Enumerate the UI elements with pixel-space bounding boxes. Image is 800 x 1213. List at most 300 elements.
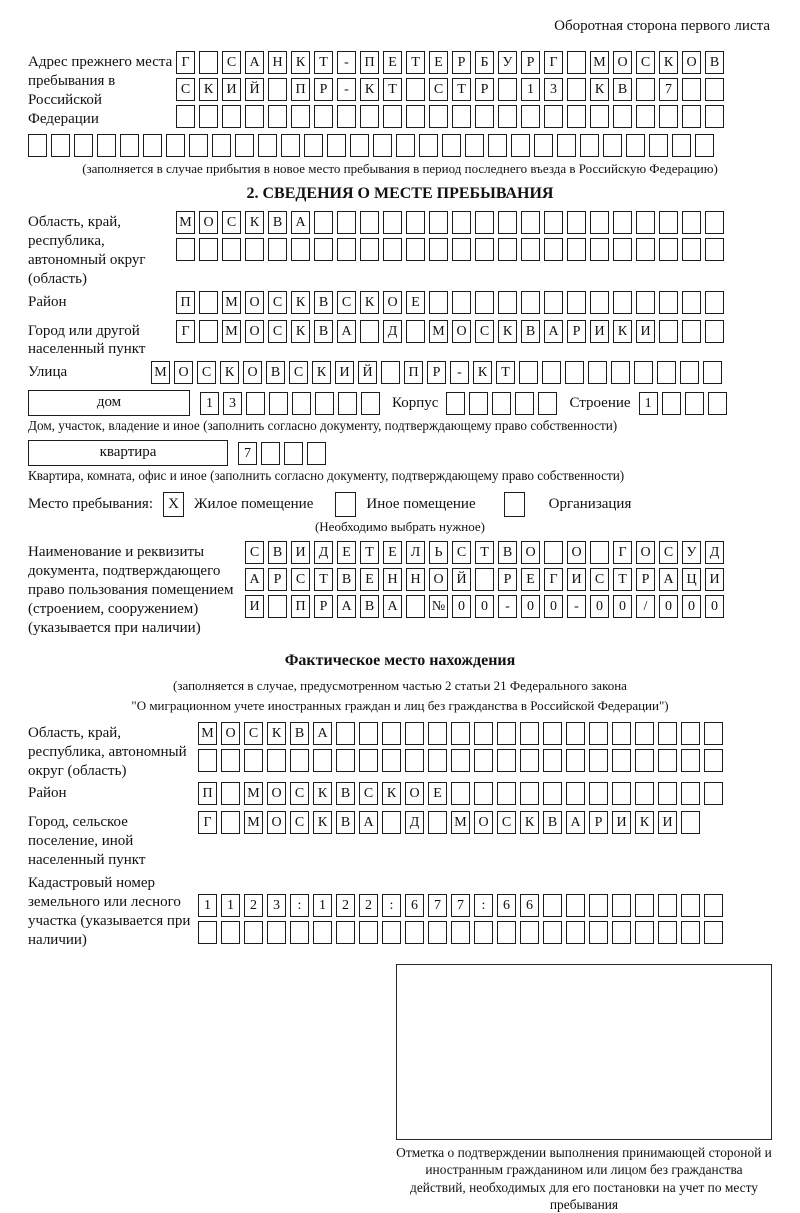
char-cell[interactable]	[590, 211, 609, 234]
char-cell[interactable]: Д	[705, 541, 724, 564]
char-cell[interactable]	[497, 749, 516, 772]
char-cell[interactable]	[28, 134, 47, 157]
char-cell[interactable]: У	[682, 541, 701, 564]
char-cell[interactable]	[429, 105, 448, 128]
char-cell[interactable]: :	[474, 894, 493, 917]
char-cell[interactable]	[235, 134, 254, 157]
char-cell[interactable]: И	[590, 320, 609, 343]
char-cell[interactable]: 0	[705, 595, 724, 618]
char-cell[interactable]	[176, 238, 195, 261]
char-cell[interactable]	[406, 105, 425, 128]
char-cell[interactable]	[566, 749, 585, 772]
char-cell[interactable]	[705, 291, 724, 314]
char-cell[interactable]	[221, 749, 240, 772]
char-cell[interactable]	[520, 921, 539, 944]
char-cell[interactable]: №	[429, 595, 448, 618]
char-cell[interactable]	[451, 749, 470, 772]
char-cell[interactable]	[244, 921, 263, 944]
char-cell[interactable]: Г	[198, 811, 217, 834]
char-cell[interactable]: 2	[244, 894, 263, 917]
char-cell[interactable]	[588, 361, 607, 384]
char-cell[interactable]: Д	[405, 811, 424, 834]
char-cell[interactable]: 3	[544, 78, 563, 101]
char-cell[interactable]	[292, 392, 311, 415]
char-cell[interactable]	[267, 749, 286, 772]
char-cell[interactable]	[198, 921, 217, 944]
char-cell[interactable]	[382, 749, 401, 772]
char-cell[interactable]	[612, 722, 631, 745]
char-cell[interactable]: П	[291, 595, 310, 618]
char-cell[interactable]	[635, 722, 654, 745]
char-cell[interactable]: Д	[314, 541, 333, 564]
char-cell[interactable]: 0	[475, 595, 494, 618]
char-cell[interactable]	[315, 392, 334, 415]
char-cell[interactable]	[120, 134, 139, 157]
char-cell[interactable]: Е	[429, 51, 448, 74]
char-cell[interactable]: Н	[406, 568, 425, 591]
char-cell[interactable]: С	[222, 211, 241, 234]
char-cell[interactable]	[680, 361, 699, 384]
char-cell[interactable]: 0	[659, 595, 678, 618]
char-cell[interactable]	[268, 238, 287, 261]
char-cell[interactable]: /	[636, 595, 655, 618]
char-cell[interactable]: А	[544, 320, 563, 343]
char-cell[interactable]	[704, 749, 723, 772]
char-cell[interactable]	[497, 722, 516, 745]
char-cell[interactable]: Т	[613, 568, 632, 591]
char-cell[interactable]	[635, 749, 654, 772]
char-cell[interactable]: С	[291, 568, 310, 591]
char-cell[interactable]	[636, 78, 655, 101]
char-cell[interactable]: П	[291, 78, 310, 101]
char-cell[interactable]: В	[268, 541, 287, 564]
char-cell[interactable]	[636, 238, 655, 261]
char-cell[interactable]: М	[244, 811, 263, 834]
char-cell[interactable]	[474, 782, 493, 805]
char-cell[interactable]: С	[429, 78, 448, 101]
char-cell[interactable]	[708, 392, 727, 415]
char-cell[interactable]	[373, 134, 392, 157]
char-cell[interactable]: И	[705, 568, 724, 591]
char-cell[interactable]: И	[335, 361, 354, 384]
char-cell[interactable]	[221, 921, 240, 944]
char-cell[interactable]: Й	[245, 78, 264, 101]
char-cell[interactable]: Й	[358, 361, 377, 384]
char-cell[interactable]: С	[290, 811, 309, 834]
char-cell[interactable]	[635, 782, 654, 805]
char-cell[interactable]: Р	[427, 361, 446, 384]
char-cell[interactable]: 1	[639, 392, 658, 415]
char-cell[interactable]	[567, 211, 586, 234]
char-cell[interactable]	[337, 238, 356, 261]
char-cell[interactable]	[681, 722, 700, 745]
char-cell[interactable]	[383, 105, 402, 128]
char-cell[interactable]	[682, 105, 701, 128]
char-cell[interactable]	[269, 392, 288, 415]
char-cell[interactable]	[360, 320, 379, 343]
char-cell[interactable]	[543, 782, 562, 805]
char-cell[interactable]: В	[498, 541, 517, 564]
char-cell[interactable]	[497, 782, 516, 805]
char-cell[interactable]	[658, 782, 677, 805]
char-cell[interactable]: О	[199, 211, 218, 234]
char-cell[interactable]	[143, 134, 162, 157]
char-cell[interactable]: В	[543, 811, 562, 834]
char-cell[interactable]	[381, 361, 400, 384]
char-cell[interactable]	[406, 78, 425, 101]
char-cell[interactable]	[304, 134, 323, 157]
char-cell[interactable]	[284, 442, 303, 465]
char-cell[interactable]	[659, 238, 678, 261]
char-cell[interactable]: О	[243, 361, 262, 384]
char-cell[interactable]: К	[199, 78, 218, 101]
char-cell[interactable]	[566, 782, 585, 805]
char-cell[interactable]: О	[429, 568, 448, 591]
char-cell[interactable]	[520, 749, 539, 772]
char-cell[interactable]: -	[337, 78, 356, 101]
char-cell[interactable]	[705, 211, 724, 234]
char-cell[interactable]: А	[359, 811, 378, 834]
char-cell[interactable]: С	[452, 541, 471, 564]
char-cell[interactable]	[405, 722, 424, 745]
char-cell[interactable]: П	[176, 291, 195, 314]
char-cell[interactable]: В	[336, 811, 355, 834]
char-cell[interactable]: 0	[521, 595, 540, 618]
char-cell[interactable]	[636, 105, 655, 128]
char-cell[interactable]	[406, 595, 425, 618]
char-cell[interactable]: С	[268, 320, 287, 343]
char-cell[interactable]	[534, 134, 553, 157]
char-cell[interactable]	[245, 238, 264, 261]
char-cell[interactable]	[212, 134, 231, 157]
char-cell[interactable]: И	[567, 568, 586, 591]
char-cell[interactable]	[442, 134, 461, 157]
char-cell[interactable]: А	[383, 595, 402, 618]
char-cell[interactable]: :	[290, 894, 309, 917]
char-cell[interactable]	[703, 361, 722, 384]
char-cell[interactable]: О	[221, 722, 240, 745]
char-cell[interactable]	[314, 238, 333, 261]
char-cell[interactable]	[520, 722, 539, 745]
char-cell[interactable]	[613, 238, 632, 261]
char-cell[interactable]	[314, 211, 333, 234]
char-cell[interactable]	[51, 134, 70, 157]
char-cell[interactable]	[428, 811, 447, 834]
char-cell[interactable]	[405, 921, 424, 944]
char-cell[interactable]	[475, 105, 494, 128]
char-cell[interactable]: Г	[613, 541, 632, 564]
char-cell[interactable]	[313, 749, 332, 772]
char-cell[interactable]: К	[313, 811, 332, 834]
char-cell[interactable]	[261, 442, 280, 465]
checkbox-organization[interactable]	[504, 492, 525, 517]
char-cell[interactable]	[360, 211, 379, 234]
char-cell[interactable]	[658, 722, 677, 745]
char-cell[interactable]: Д	[383, 320, 402, 343]
char-cell[interactable]	[580, 134, 599, 157]
char-cell[interactable]: О	[636, 541, 655, 564]
char-cell[interactable]	[672, 134, 691, 157]
char-cell[interactable]	[498, 291, 517, 314]
char-cell[interactable]	[649, 134, 668, 157]
char-cell[interactable]	[360, 238, 379, 261]
char-cell[interactable]	[359, 921, 378, 944]
char-cell[interactable]	[635, 921, 654, 944]
char-cell[interactable]	[611, 361, 630, 384]
char-cell[interactable]	[659, 320, 678, 343]
char-cell[interactable]: Е	[383, 51, 402, 74]
char-cell[interactable]: К	[613, 320, 632, 343]
char-cell[interactable]	[681, 921, 700, 944]
char-cell[interactable]: Т	[452, 78, 471, 101]
char-cell[interactable]	[567, 105, 586, 128]
char-cell[interactable]	[268, 595, 287, 618]
char-cell[interactable]	[336, 722, 355, 745]
char-cell[interactable]	[519, 361, 538, 384]
char-cell[interactable]: К	[220, 361, 239, 384]
char-cell[interactable]	[589, 921, 608, 944]
char-cell[interactable]	[682, 238, 701, 261]
char-cell[interactable]	[520, 782, 539, 805]
char-cell[interactable]: А	[245, 51, 264, 74]
char-cell[interactable]	[705, 320, 724, 343]
char-cell[interactable]	[498, 238, 517, 261]
char-cell[interactable]: М	[222, 320, 241, 343]
char-cell[interactable]	[166, 134, 185, 157]
char-cell[interactable]: 7	[238, 442, 257, 465]
char-cell[interactable]: А	[566, 811, 585, 834]
char-cell[interactable]	[612, 782, 631, 805]
char-cell[interactable]: Л	[406, 541, 425, 564]
char-cell[interactable]: О	[682, 51, 701, 74]
char-cell[interactable]	[498, 211, 517, 234]
char-cell[interactable]	[566, 894, 585, 917]
char-cell[interactable]	[406, 238, 425, 261]
char-cell[interactable]	[267, 921, 286, 944]
char-cell[interactable]	[704, 921, 723, 944]
char-cell[interactable]: М	[244, 782, 263, 805]
char-cell[interactable]	[685, 392, 704, 415]
char-cell[interactable]	[199, 291, 218, 314]
char-cell[interactable]	[337, 211, 356, 234]
char-cell[interactable]: Е	[406, 291, 425, 314]
char-cell[interactable]	[336, 921, 355, 944]
char-cell[interactable]	[451, 782, 470, 805]
char-cell[interactable]: 1	[521, 78, 540, 101]
char-cell[interactable]	[382, 921, 401, 944]
char-cell[interactable]: 7	[659, 78, 678, 101]
char-cell[interactable]: О	[383, 291, 402, 314]
char-cell[interactable]	[544, 105, 563, 128]
char-cell[interactable]: А	[337, 595, 356, 618]
char-cell[interactable]: В	[314, 291, 333, 314]
char-cell[interactable]: М	[222, 291, 241, 314]
char-cell[interactable]: М	[429, 320, 448, 343]
char-cell[interactable]	[268, 105, 287, 128]
char-cell[interactable]	[590, 541, 609, 564]
char-cell[interactable]	[567, 291, 586, 314]
char-cell[interactable]	[221, 811, 240, 834]
char-cell[interactable]	[612, 894, 631, 917]
char-cell[interactable]: Р	[567, 320, 586, 343]
char-cell[interactable]	[613, 211, 632, 234]
char-cell[interactable]	[566, 722, 585, 745]
char-cell[interactable]	[268, 78, 287, 101]
char-cell[interactable]: К	[520, 811, 539, 834]
char-cell[interactable]: Т	[406, 51, 425, 74]
char-cell[interactable]	[428, 722, 447, 745]
char-cell[interactable]: И	[291, 541, 310, 564]
char-cell[interactable]	[474, 749, 493, 772]
char-cell[interactable]	[313, 921, 332, 944]
char-cell[interactable]: С	[222, 51, 241, 74]
char-cell[interactable]: 1	[198, 894, 217, 917]
char-cell[interactable]	[361, 392, 380, 415]
char-cell[interactable]	[567, 238, 586, 261]
char-cell[interactable]	[199, 51, 218, 74]
char-cell[interactable]: Т	[360, 541, 379, 564]
char-cell[interactable]	[245, 105, 264, 128]
char-cell[interactable]: О	[474, 811, 493, 834]
char-cell[interactable]: К	[245, 211, 264, 234]
char-cell[interactable]	[613, 105, 632, 128]
char-cell[interactable]	[469, 392, 488, 415]
char-cell[interactable]	[659, 291, 678, 314]
char-cell[interactable]: В	[705, 51, 724, 74]
char-cell[interactable]: Т	[475, 541, 494, 564]
char-cell[interactable]	[658, 921, 677, 944]
char-cell[interactable]: Г	[176, 320, 195, 343]
char-cell[interactable]	[498, 105, 517, 128]
char-cell[interactable]	[521, 238, 540, 261]
char-cell[interactable]	[419, 134, 438, 157]
char-cell[interactable]: Н	[383, 568, 402, 591]
char-cell[interactable]	[705, 105, 724, 128]
char-cell[interactable]: 6	[405, 894, 424, 917]
char-cell[interactable]	[658, 749, 677, 772]
char-cell[interactable]	[176, 105, 195, 128]
char-cell[interactable]: О	[245, 291, 264, 314]
char-cell[interactable]	[659, 211, 678, 234]
char-cell[interactable]: С	[337, 291, 356, 314]
char-cell[interactable]: М	[590, 51, 609, 74]
char-cell[interactable]: И	[612, 811, 631, 834]
char-cell[interactable]	[590, 238, 609, 261]
char-cell[interactable]	[657, 361, 676, 384]
char-cell[interactable]: О	[452, 320, 471, 343]
char-cell[interactable]	[475, 211, 494, 234]
char-cell[interactable]: И	[636, 320, 655, 343]
char-cell[interactable]: -	[450, 361, 469, 384]
char-cell[interactable]	[290, 921, 309, 944]
char-cell[interactable]: 3	[267, 894, 286, 917]
char-cell[interactable]	[74, 134, 93, 157]
char-cell[interactable]: Н	[268, 51, 287, 74]
char-cell[interactable]	[429, 211, 448, 234]
char-cell[interactable]	[659, 105, 678, 128]
char-cell[interactable]: О	[174, 361, 193, 384]
char-cell[interactable]	[359, 722, 378, 745]
char-cell[interactable]: К	[291, 320, 310, 343]
char-cell[interactable]: 1	[313, 894, 332, 917]
char-cell[interactable]: К	[590, 78, 609, 101]
char-cell[interactable]	[488, 134, 507, 157]
char-cell[interactable]: 2	[359, 894, 378, 917]
char-cell[interactable]: У	[498, 51, 517, 74]
char-cell[interactable]: К	[360, 78, 379, 101]
char-cell[interactable]	[290, 749, 309, 772]
char-cell[interactable]: 1	[200, 392, 219, 415]
char-cell[interactable]: С	[290, 782, 309, 805]
char-cell[interactable]	[222, 105, 241, 128]
char-cell[interactable]: С	[244, 722, 263, 745]
char-cell[interactable]	[475, 238, 494, 261]
char-cell[interactable]	[338, 392, 357, 415]
char-cell[interactable]	[291, 105, 310, 128]
char-cell[interactable]	[360, 105, 379, 128]
char-cell[interactable]	[543, 749, 562, 772]
char-cell[interactable]: О	[267, 782, 286, 805]
char-cell[interactable]: 6	[520, 894, 539, 917]
char-cell[interactable]	[382, 811, 401, 834]
char-cell[interactable]	[544, 541, 563, 564]
char-cell[interactable]: 7	[451, 894, 470, 917]
char-cell[interactable]	[515, 392, 534, 415]
char-cell[interactable]	[521, 211, 540, 234]
char-cell[interactable]	[521, 105, 540, 128]
char-cell[interactable]: 0	[544, 595, 563, 618]
char-cell[interactable]	[492, 392, 511, 415]
char-cell[interactable]: 6	[497, 894, 516, 917]
char-cell[interactable]: В	[521, 320, 540, 343]
char-cell[interactable]	[452, 238, 471, 261]
char-cell[interactable]: 1	[221, 894, 240, 917]
char-cell[interactable]: Т	[383, 78, 402, 101]
char-cell[interactable]: В	[336, 782, 355, 805]
char-cell[interactable]	[543, 722, 562, 745]
char-cell[interactable]: С	[359, 782, 378, 805]
char-cell[interactable]: О	[245, 320, 264, 343]
char-cell[interactable]: С	[197, 361, 216, 384]
char-cell[interactable]	[565, 361, 584, 384]
char-cell[interactable]: Т	[314, 568, 333, 591]
char-cell[interactable]: К	[267, 722, 286, 745]
char-cell[interactable]: О	[267, 811, 286, 834]
char-cell[interactable]	[682, 320, 701, 343]
char-cell[interactable]	[681, 894, 700, 917]
char-cell[interactable]	[406, 320, 425, 343]
char-cell[interactable]	[281, 134, 300, 157]
char-cell[interactable]: К	[382, 782, 401, 805]
char-cell[interactable]	[498, 78, 517, 101]
char-cell[interactable]: К	[291, 291, 310, 314]
char-cell[interactable]: С	[659, 541, 678, 564]
char-cell[interactable]	[337, 105, 356, 128]
char-cell[interactable]	[626, 134, 645, 157]
char-cell[interactable]: 2	[336, 894, 355, 917]
char-cell[interactable]	[465, 134, 484, 157]
char-cell[interactable]: -	[567, 595, 586, 618]
char-cell[interactable]: К	[635, 811, 654, 834]
char-cell[interactable]	[475, 291, 494, 314]
char-cell[interactable]: 7	[428, 894, 447, 917]
char-cell[interactable]	[662, 392, 681, 415]
char-cell[interactable]: В	[337, 568, 356, 591]
char-cell[interactable]	[704, 894, 723, 917]
char-cell[interactable]: К	[659, 51, 678, 74]
char-cell[interactable]	[544, 211, 563, 234]
char-cell[interactable]	[244, 749, 263, 772]
